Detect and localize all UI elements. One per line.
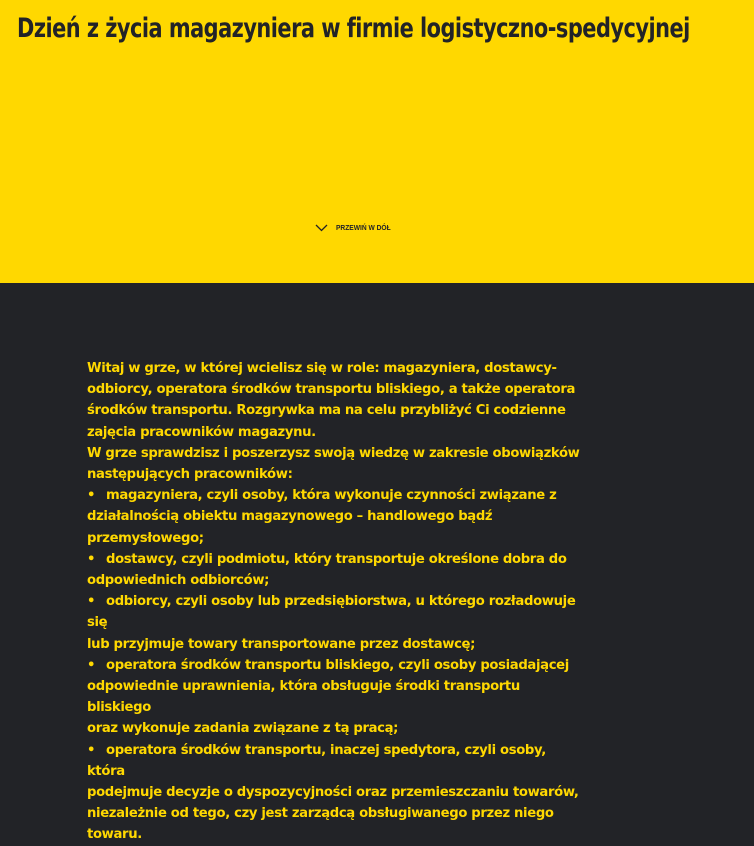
text-line: środków transportu. Rozgrywka ma na celu przybliżyć Ci codzienne bbox=[87, 403, 566, 419]
list-item-odbiorca bbox=[87, 591, 587, 655]
text-line: zajęcia pracowników magazynu. bbox=[87, 424, 316, 440]
text-line: następujących pracowników: bbox=[87, 467, 293, 483]
text-line: Witaj w grze, w której wcielisz się w role: magazyniera, dostawcy- bbox=[87, 361, 557, 376]
list-item-text: odbiorcy, czyli osoby lub przedsiębiorstwa, u którego rozładowuje się bbox=[87, 594, 576, 631]
text-line: W grze sprawdzisz i poszerzysz swoją wiedzę w zakresie obowiązków bbox=[87, 445, 580, 461]
list-item-spedytor bbox=[87, 740, 587, 846]
list-item-text: operatora środków transportu, inaczej spedytora, czyli osoby, która bbox=[87, 742, 546, 779]
list-item-dostawca bbox=[87, 549, 587, 591]
text-line: podejmuje decyzje o dyspozycyjności oraz przemieszczaniu towarów, bbox=[87, 785, 579, 801]
scroll-down-button[interactable] bbox=[315, 224, 394, 232]
roles-list bbox=[87, 485, 587, 845]
text-line: oraz wykonuje zadania związane z tą pracą; bbox=[87, 721, 399, 737]
list-item-text: operatora środków transportu bliskiego, czyli osoby posiadającej bbox=[106, 657, 569, 673]
hero-section bbox=[0, 0, 754, 283]
text-line bbox=[87, 485, 587, 506]
page-title: Dzień z życia magazyniera w firmie logistyczno-spedycyjnej bbox=[17, 13, 690, 44]
chevron-down-icon bbox=[315, 224, 328, 232]
text-line bbox=[87, 655, 587, 676]
text-line bbox=[87, 740, 587, 782]
bullet-icon: • bbox=[87, 594, 96, 610]
bullet-icon: • bbox=[87, 488, 96, 504]
text-line: lub przyjmuje towary transportowane przez dostawcę; bbox=[87, 636, 476, 652]
text-line bbox=[87, 549, 587, 570]
text-line bbox=[87, 591, 587, 633]
list-item-operator-bliski bbox=[87, 655, 587, 740]
text-line: odpowiednich odbiorców; bbox=[87, 573, 270, 589]
bullet-icon: • bbox=[87, 742, 96, 758]
list-item-text: dostawcy, czyli podmiotu, który transportuje określone dobra do bbox=[106, 551, 567, 567]
text-line: odbiorcy, operatora środków transportu bliskiego, a także operatora bbox=[87, 382, 576, 398]
bullet-icon: • bbox=[87, 551, 96, 567]
text-line: niezależnie od tego, czy jest zarządcą obsługiwanego przez niego towaru. bbox=[87, 806, 554, 843]
text-line: działalnością obiektu magazynowego – handlowego bądź przemysłowego; bbox=[87, 509, 493, 546]
list-item-text: magazyniera, czyli osoby, która wykonuje czynności związane z bbox=[106, 488, 557, 504]
bullet-icon: • bbox=[87, 657, 96, 673]
list-item-magazynier bbox=[87, 485, 587, 549]
text-line: odpowiednie uprawnienia, która obsługuje środki transportu bliskiego bbox=[87, 679, 520, 716]
scroll-down-label: PRZEWIŃ W DÓŁ bbox=[336, 224, 391, 232]
intro-paragraph bbox=[87, 358, 587, 485]
intro-text bbox=[87, 358, 587, 846]
